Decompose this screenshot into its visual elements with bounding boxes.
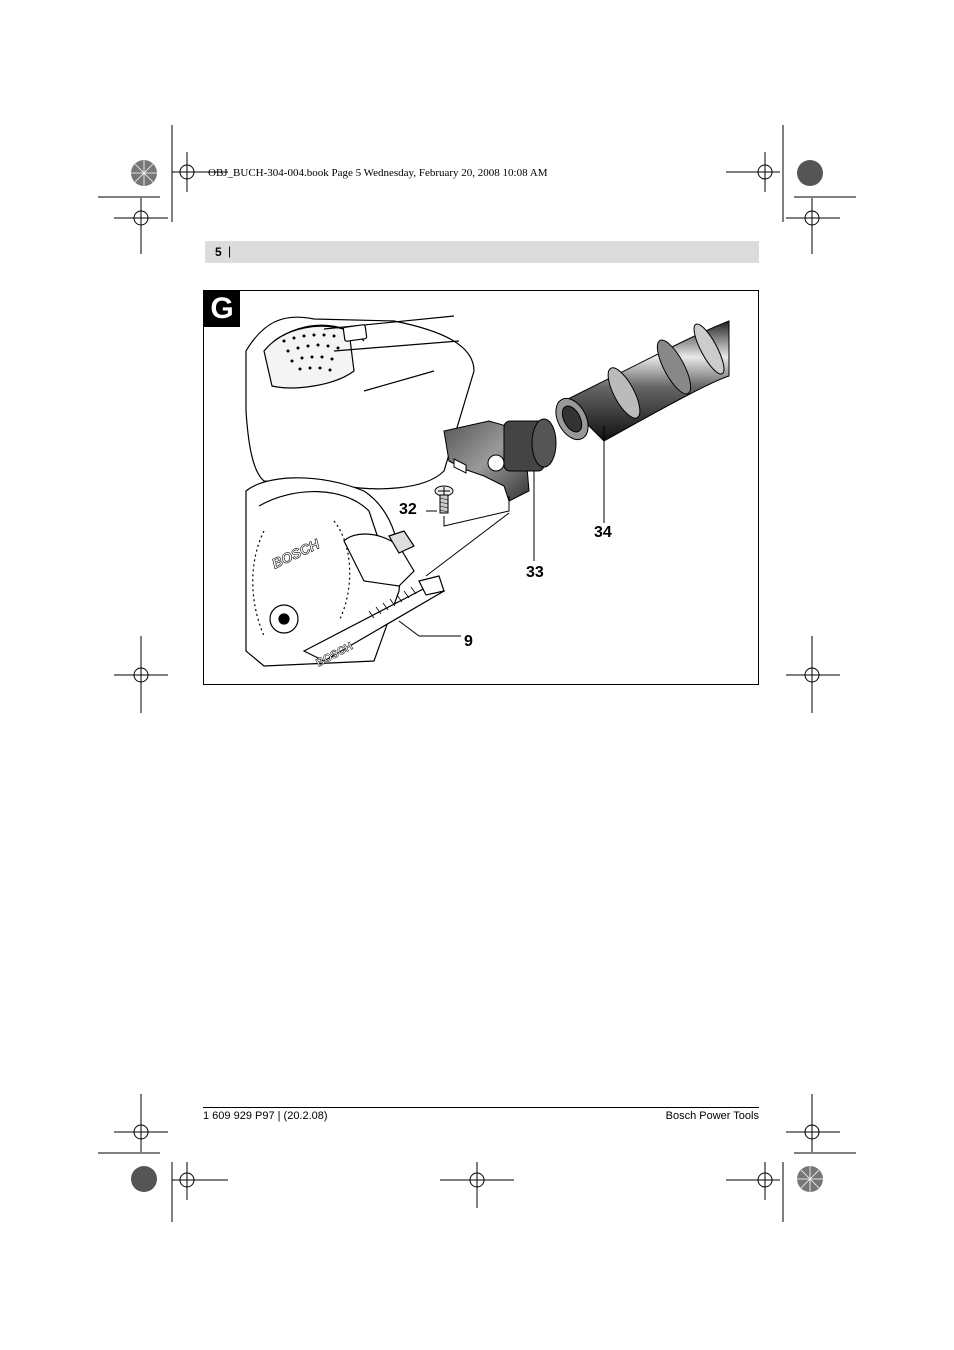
figure-g	[203, 290, 759, 685]
callout-34: 34	[594, 524, 612, 541]
target-left-lower	[114, 1094, 168, 1152]
page-number: 5	[215, 245, 222, 259]
target-right-lower	[786, 1094, 840, 1152]
header-separator: |	[228, 244, 232, 258]
saw-housing-brand: BOSCH	[269, 535, 322, 572]
page-header-bar	[205, 241, 759, 263]
registration-wheel-top-left	[131, 160, 157, 186]
callout-33: 33	[526, 564, 544, 581]
chip-ejection-adapter	[444, 419, 556, 501]
target-bottom-right	[726, 1162, 780, 1200]
circular-saw-dust-adapter-illustration	[204, 291, 758, 684]
target-bottom-center	[440, 1162, 514, 1208]
saw-body	[246, 316, 474, 489]
footer-brand: Bosch Power Tools	[665, 1110, 759, 1122]
screw	[435, 486, 453, 513]
registration-wheel-top-right	[797, 160, 823, 186]
target-left-upper	[114, 198, 168, 254]
callout-32: 32	[399, 501, 417, 518]
target-top-right	[726, 152, 780, 192]
footer-document-number: 1 609 929 P97 | (20.2.08)	[203, 1110, 328, 1122]
registration-wheel-bottom-left	[131, 1166, 157, 1192]
base-plate-brand: BOSCH	[314, 640, 355, 670]
print-slug: OBJ_BUCH-304-004.book Page 5 Wednesday, February 20, 2008 10:08 AM	[208, 167, 548, 179]
vacuum-hose	[549, 321, 729, 445]
figure-letter: G	[204, 291, 240, 327]
target-right-upper	[786, 198, 840, 254]
callout-9: 9	[464, 633, 473, 650]
registration-wheel-bottom-right	[797, 1166, 823, 1192]
target-bottom-left	[172, 1162, 228, 1200]
assembly-guide-lines	[426, 496, 509, 576]
target-right-middle	[786, 636, 840, 713]
target-left-middle	[114, 636, 168, 713]
footer-rule	[203, 1107, 759, 1108]
